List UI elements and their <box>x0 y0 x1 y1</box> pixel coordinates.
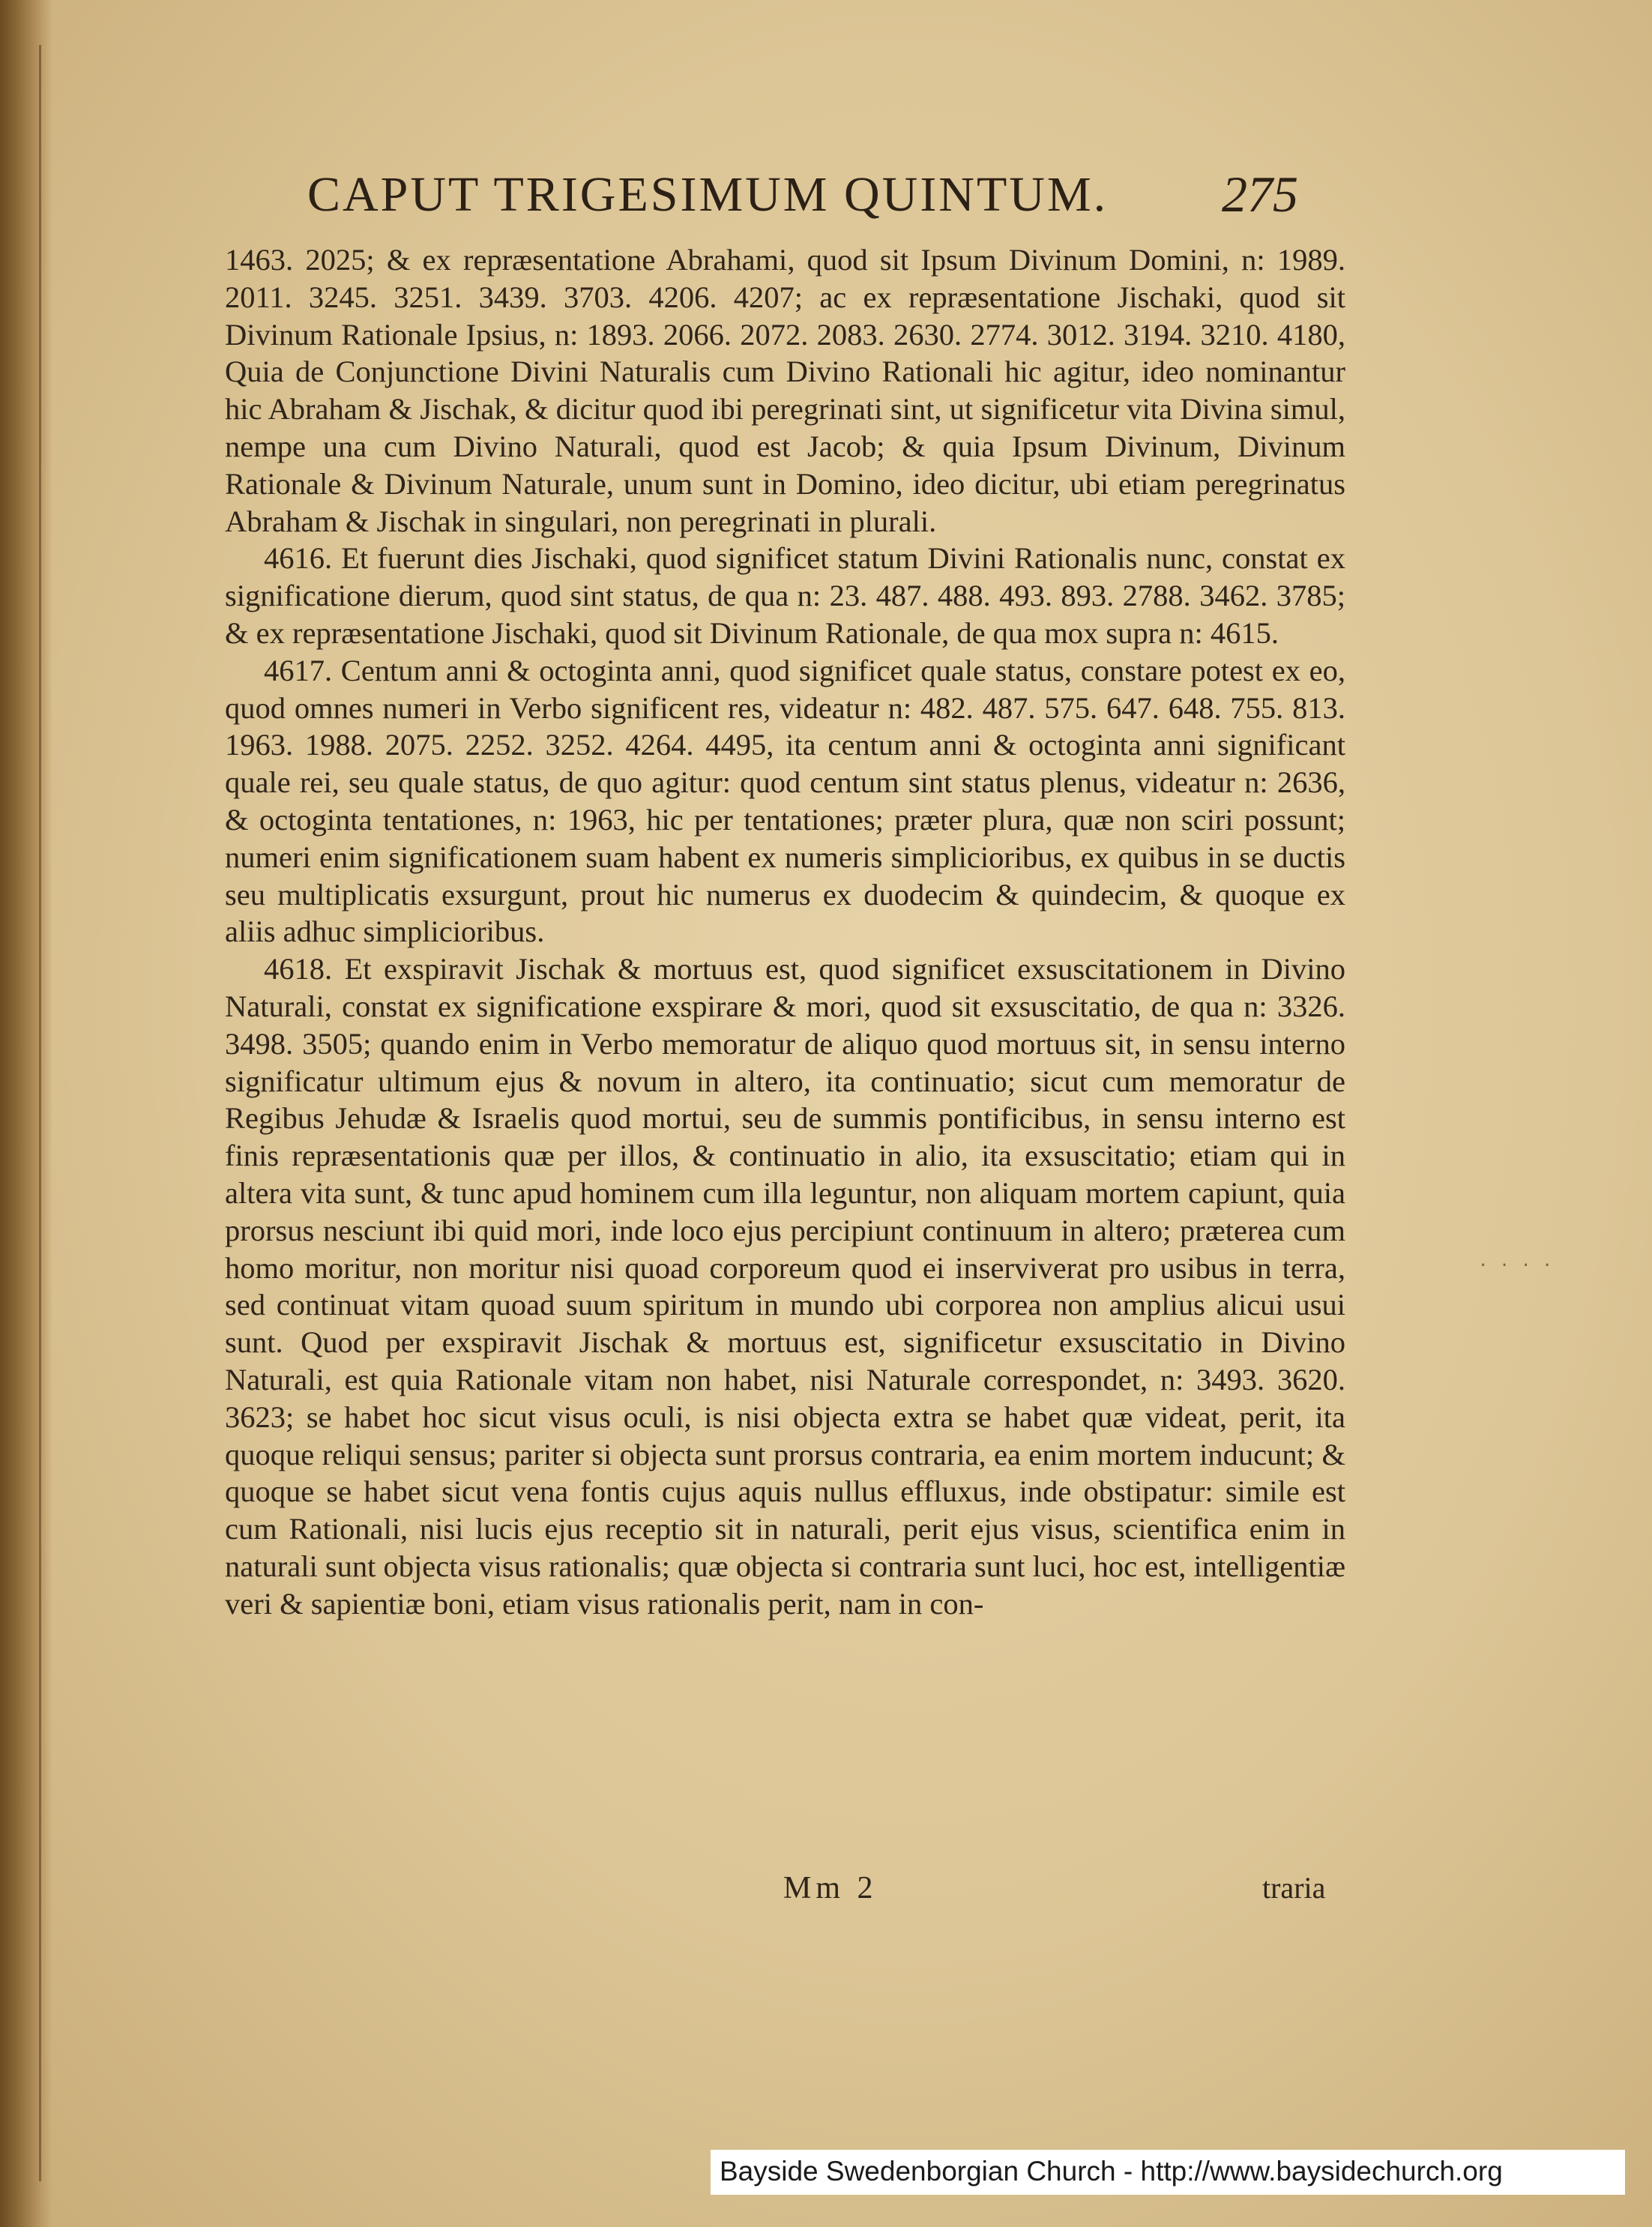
watermark-text: Bayside Swedenborgian Church - http://www.baysidechurch.org <box>720 2156 1503 2187</box>
paragraph-continued: 1463. 2025; & ex repræsentatione Abrahami, quod sit Ipsum Divinum Domini, n: 1989. 2011. 3245. 3251. 3439. 3703. 4206. 4207; ac ex repræsentatione Jischaki, quod sit Divinum Rationale Ipsius, n: 1893. 2066. 2072. 2083. 2630. 2774. 3012. 3194. 3210. 4180, Quia de Conjunctione Divini Naturalis cum Divino Rationali hic agitur, ideo nominantur hic Abraham & Jischak, & dicitur quod ibi peregrinati sint, ut significetur vita Divina simul, nempe una cum Divino Naturali, quod est Jacob; & quia Ipsum Divinum, Divinum Rationale & Divinum Naturale, unum sunt in Domino, ideo dicitur, ubi etiam peregrinatus Abraham & Jischak in singulari, non peregrinati in plurali. <box>225 243 1345 538</box>
paragraph-4616: 4616. Et fuerunt dies Jischaki, quod significet statum Divini Rationalis nunc, constat ex significatione dierum, quod sint status, de qua n: 23. 487. 488. 493. 893. 2788. 3462. 3785; & ex repræsentatione Jischaki, quod sit Divinum Rationale, de qua mox supra n: 4615. <box>225 541 1345 650</box>
source-watermark <box>711 2150 1625 2195</box>
page-header <box>225 150 1349 232</box>
running-title: CAPUT TRIGESIMUM QUINTUM. <box>307 167 1109 222</box>
page-gutter-shadow <box>0 0 52 2227</box>
margin-pencil-mark: · · · · <box>1478 1256 1553 1275</box>
page-number: 275 <box>1222 166 1298 223</box>
paragraph-4617: 4617. Centum anni & octoginta anni, quod significet quale status, constare potest ex eo, quod omnes numeri in Verbo significent res, videatur n: 482. 487. 575. 647. 648. 755. 813. 1963. 1988. 2075. 2252. 3252. 4264. 4495, ita centum anni & octoginta anni significant quale rei, seu quale status, de quo agitur: quod centum sint status plenus, videatur n: 2636, & octoginta tentationes, n: 1963, hic per tentationes; præter plura, quæ non sciri possunt; numeri enim significationem suam habent ex numeris simplicioribus, ex quibus in se ductis seu multiplicatis exsurgunt, prout hic numerus ex duodecim & quindecim, & quoque ex aliis adhuc simplicioribus. <box>225 653 1345 949</box>
catchword: traria <box>1262 1871 1326 1905</box>
paragraph-4618: 4618. Et exspiravit Jischak & mortuus est, quod significet exsuscitationem in Divino Naturali, constat ex significatione exspirare & mori, quod sit exsuscitatio, de qua n: 3326. 3498. 3505; quando enim in Verbo memoratur de aliquo quod mortuus sit, in sensu interno significatur ultimum ejus & novum in altero, ita continuatio; sicut cum memoratur de Regibus Jehudæ & Israelis quod mortui, seu de summis pontificibus, in sensu interno est finis repræsentationis quæ per illos, & continuatio in alio, ita exsuscitatio; etiam qui in altera vita sunt, & tunc apud hominem cum illa leguntur, non aliquam mortem capiunt, quia prorsus nesciunt ibi quid mori, inde loco ejus percipiunt continuum in altero; præterea cum homo moritur, non moritur nisi quoad corporeum quod ei inserviverat pro usibus in terra, sed continuat vitam quoad suum spiritum in mundo ubi corporea non amplius alicui usui sunt. Quod per exspiravit Jischak & mortuus est, significetur exsuscitatio in Divino Naturali, est quia Rationale vitam non habet, nisi Naturale correspondet, n: 3493. 3620. 3623; se habet hoc sicut visus oculi, is nisi objecta extra se habet quæ videat, perit, ita quoque reliqui sensus; pariter si objecta sunt prorsus contraria, ea enim mortem inducunt; & quoque se habet sicut vena fontis cujus aquis nullus effluxus, inde obstipatur: simile est cum Rationali, nisi lucis ejus receptio sit in naturali, perit ejus visus, scientifica enim in naturali sunt objecta visus rationalis; quæ objecta si contraria sunt luci, hoc est, intelligentiæ veri & sapientiæ boni, etiam visus rationalis perit, nam in con- <box>225 952 1345 1621</box>
signature-mark: Mm 2 <box>783 1871 878 1905</box>
binding-edge <box>39 45 41 2181</box>
main-text <box>225 241 1345 1622</box>
